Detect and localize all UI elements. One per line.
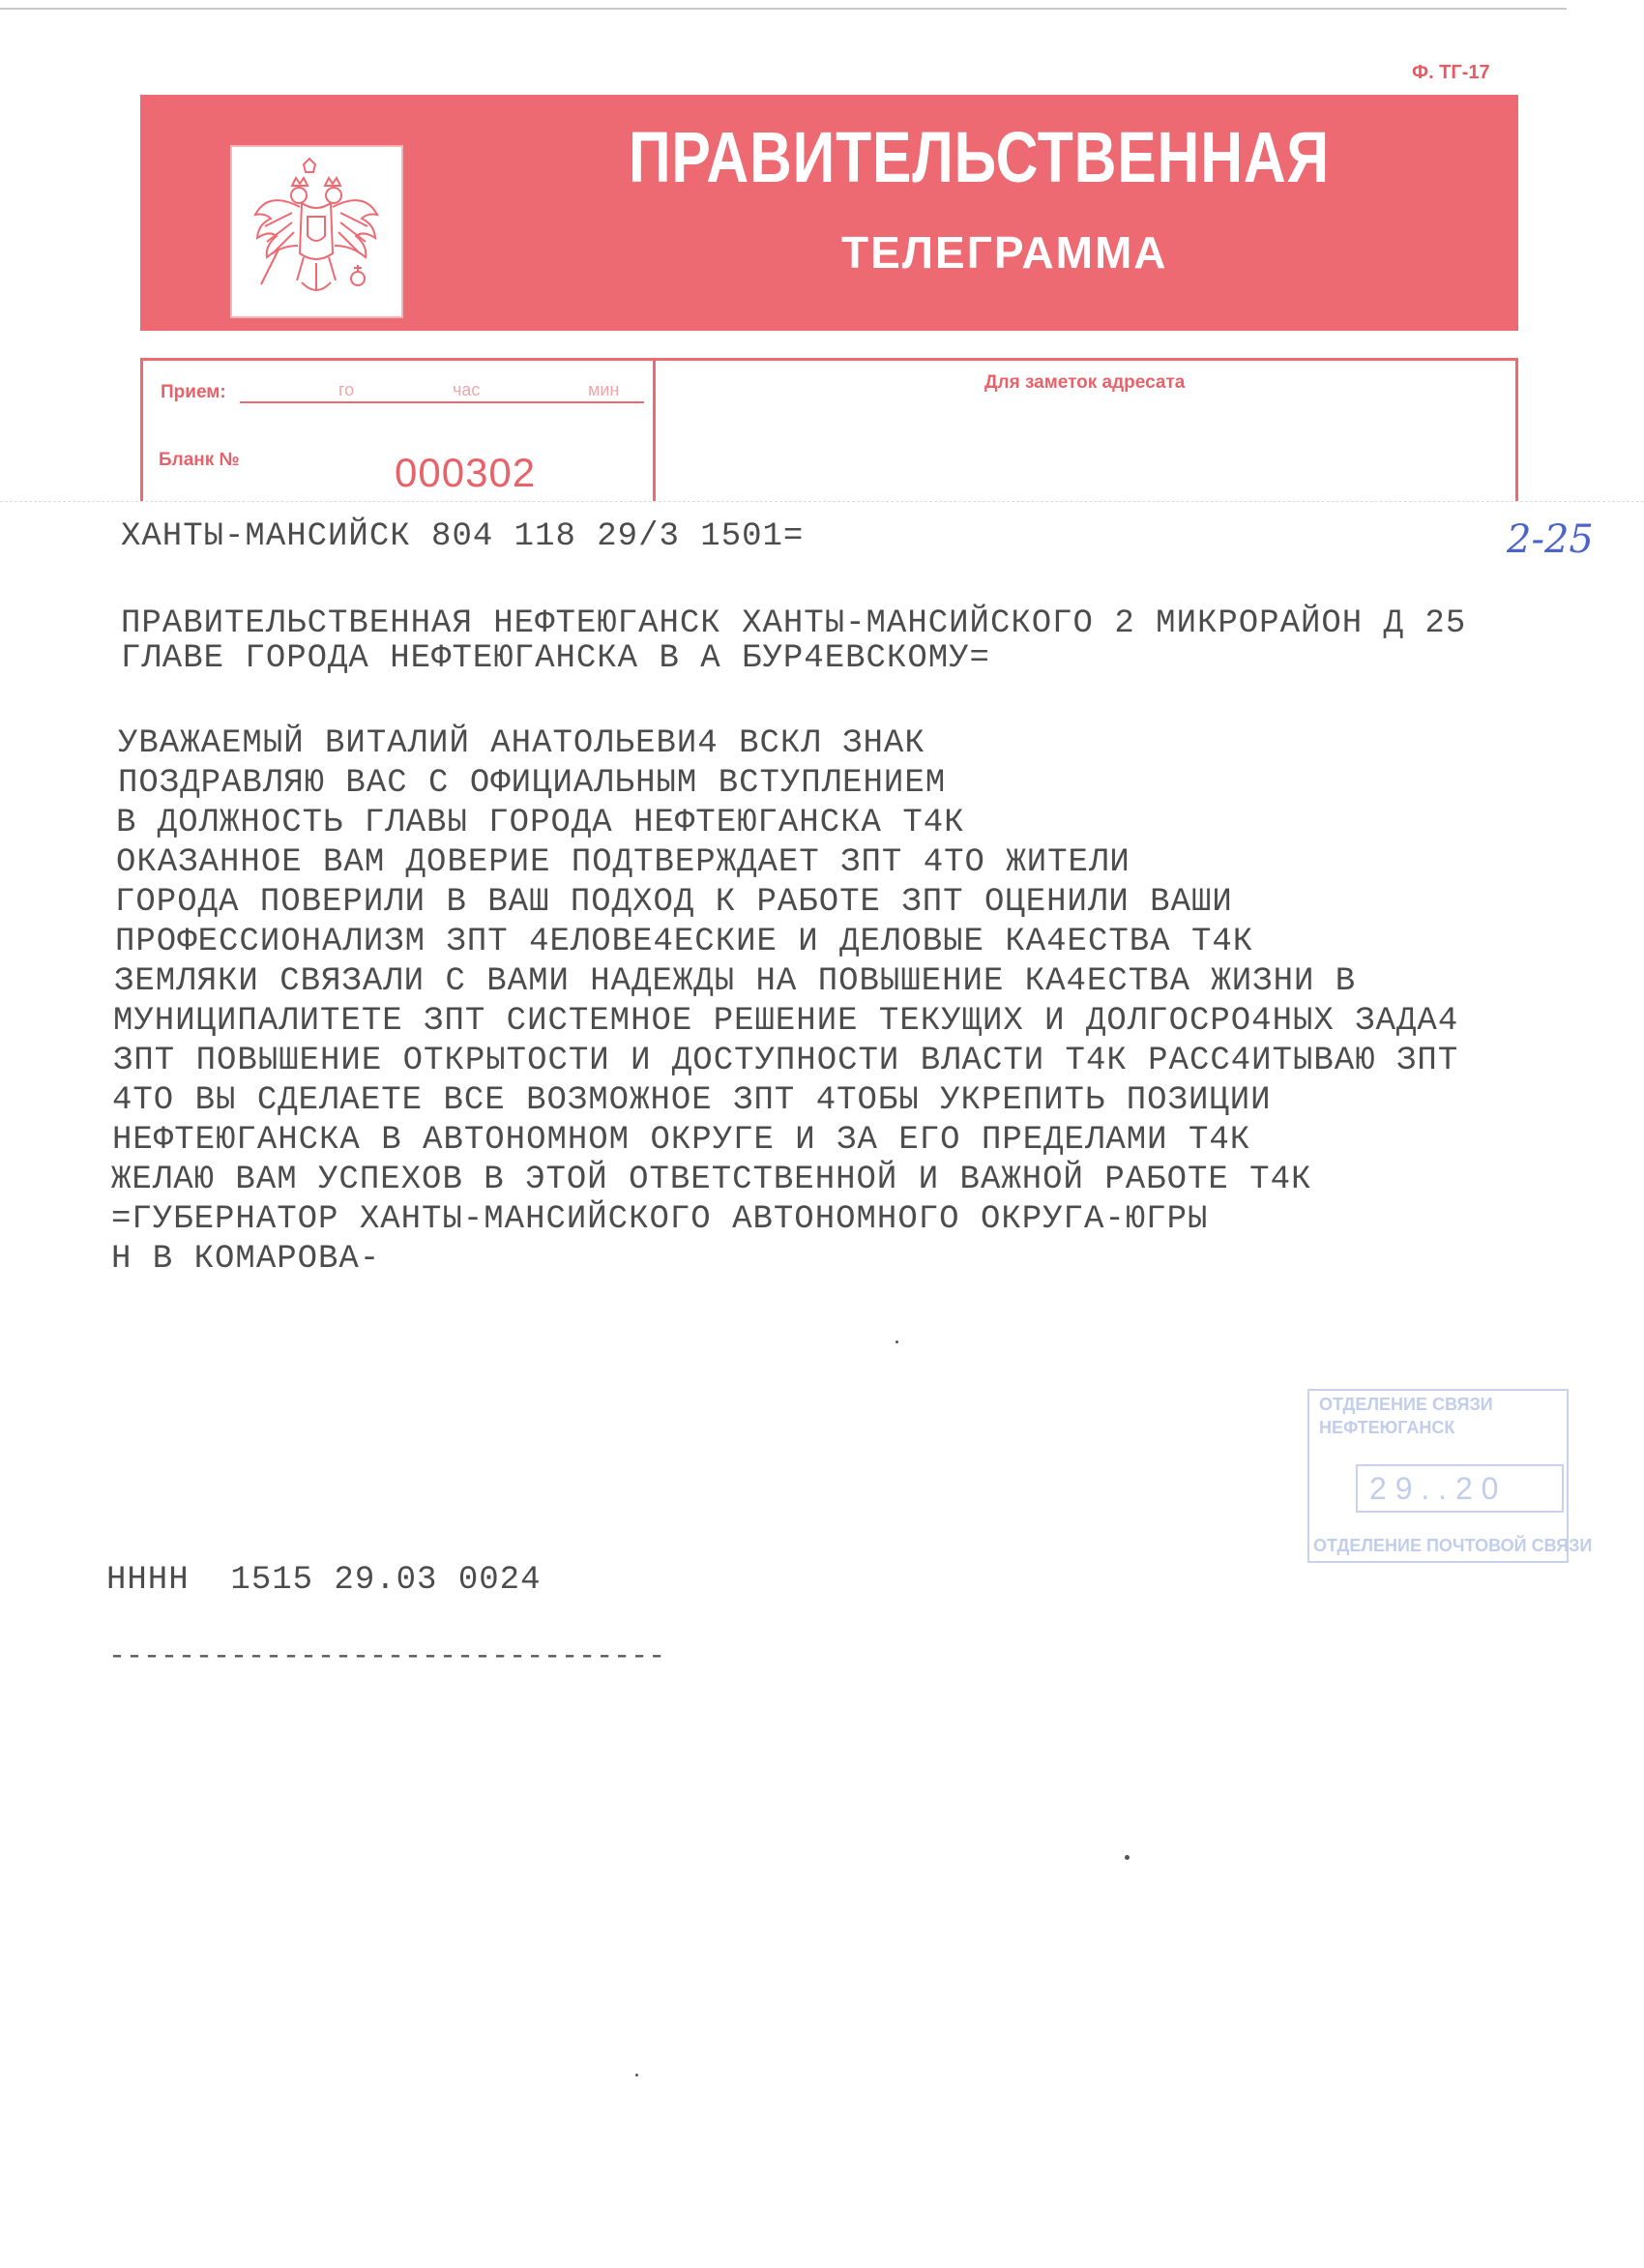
stamp-line-2: НЕФТЕЮГАНСК — [1319, 1418, 1455, 1437]
handwritten-note: 2-25 — [1507, 517, 1594, 562]
header-banner — [140, 95, 1518, 331]
body-line: ПОЗДРАВЛЯЮ ВАС С ОФИЦИАЛЬНЫМ ВСТУПЛЕНИЕМ — [118, 765, 947, 802]
double-headed-eagle-icon — [244, 157, 389, 307]
stamp-date: 2 9 . . 2 0 — [1356, 1464, 1564, 1513]
postal-stamp — [1307, 1389, 1593, 1563]
body-line: ГОРОДА ПОВЕРИЛИ В ВАШ ПОДХОД К РАБОТЕ ЗПТ ОЦЕНИЛИ ВАШИ — [115, 884, 1233, 921]
telegram-header: ХАНТЫ-МАНСИЙСК 804 118 29/3 1501= — [121, 518, 805, 555]
stamp-line-3: ОТДЕЛЕНИЕ ПОЧТОВОЙ СВЯЗИ — [1313, 1536, 1593, 1555]
coat-of-arms-emblem — [230, 145, 403, 318]
reception-panel — [143, 361, 656, 513]
telegram-footer: НННН 1515 29.03 0024 — [106, 1562, 542, 1599]
form-subtitle: ТЕЛЕГРАММА — [841, 227, 1168, 278]
body-line: НЕФТЕЮГАНСКА В АВТОНОМНОМ ОКРУГЕ И ЗА ЕГО ПРЕДЕЛАМИ Т4К — [112, 1122, 1251, 1159]
address-line-1: ПРАВИТЕЛЬСТВЕННАЯ НЕФТЕЮГАНСК ХАНТЫ-МАНСИЙСКОГО 2 МИКРОРАЙОН Д 25 — [121, 605, 1467, 642]
body-line: МУНИЦИПАЛИТЕТЕ ЗПТ СИСТЕМНОЕ РЕШЕНИЕ ТЕКУЩИХ И ДОЛГОСРО4НЫХ ЗАДА4 — [113, 1003, 1459, 1040]
signature-name: Н В КОМАРОВА- — [111, 1241, 381, 1278]
body-line: УВАЖАЕМЫЙ ВИТАЛИЙ АНАТОЛЬЕВИ4 ВСКЛ ЗНАК — [118, 725, 925, 762]
body-line: ЗПТ ПОВЫШЕНИЕ ОТКРЫТОСТИ И ДОСТУПНОСТИ ВЛАСТИ Т4К РАСС4ИТЫВАЮ ЗПТ — [113, 1043, 1459, 1079]
scan-speck — [1125, 1855, 1130, 1860]
notes-label: Для заметок адресата — [984, 372, 1186, 393]
unit-chas: час — [453, 380, 481, 399]
scan-speck — [635, 2074, 638, 2077]
unit-go: го — [338, 380, 355, 399]
blank-label: Бланк № — [159, 450, 240, 470]
unit-min: мин — [588, 380, 620, 399]
signature-line: =ГУБЕРНАТОР ХАНТЫ-МАНСИЙСКОГО АВТОНОМНОГО ОКРУГА-ЮГРЫ — [111, 1201, 1209, 1238]
separator-line: -------------------------------- — [108, 1640, 666, 1673]
priem-underline — [240, 401, 644, 403]
body-line: ЗЕМЛЯКИ СВЯЗАЛИ С ВАМИ НАДЕЖДЫ НА ПОВЫШЕНИЕ КА4ЕСТВА ЖИЗНИ В — [114, 963, 1357, 1000]
stamp-line-1: ОТДЕЛЕНИЕ СВЯЗИ — [1319, 1395, 1493, 1414]
body-line: ПРОФЕССИОНАЛИЗМ ЗПТ 4ЕЛОВЕ4ЕСКИЕ И ДЕЛОВЫЕ КА4ЕСТВА Т4К — [115, 924, 1254, 960]
blank-number: 000302 — [395, 450, 537, 495]
priem-label: Прием: — [161, 382, 226, 402]
body-line: В ДОЛЖНОСТЬ ГЛАВЫ ГОРОДА НЕФТЕЮГАНСКА Т4К — [116, 805, 965, 841]
body-line: ЖЕЛАЮ ВАМ УСПЕХОВ В ЭТОЙ ОТВЕТСТВЕННОЙ И ВАЖНОЙ РАБОТЕ Т4К — [111, 1162, 1312, 1198]
scan-speck — [895, 1340, 898, 1343]
form-code: Ф. ТГ-17 — [1412, 62, 1490, 83]
address-line-2: ГЛАВЕ ГОРОДА НЕФТЕЮГАНСКА В А БУР4ЕВСКОМУ= — [121, 640, 990, 677]
body-line: 4ТО ВЫ СДЕЛАЕТЕ ВСЕ ВОЗМОЖНОЕ ЗПТ 4ТОБЫ УКРЕПИТЬ ПОЗИЦИИ — [112, 1082, 1272, 1119]
form-title: ПРАВИТЕЛЬСТВЕННАЯ — [629, 117, 1330, 197]
scan-edge-line — [0, 8, 1567, 10]
body-line: ОКАЗАННОЕ ВАМ ДОВЕРИЕ ПОДТВЕРЖДАЕТ ЗПТ 4ТО ЖИТЕЛИ — [116, 844, 1130, 881]
reception-info-box — [140, 358, 1518, 513]
